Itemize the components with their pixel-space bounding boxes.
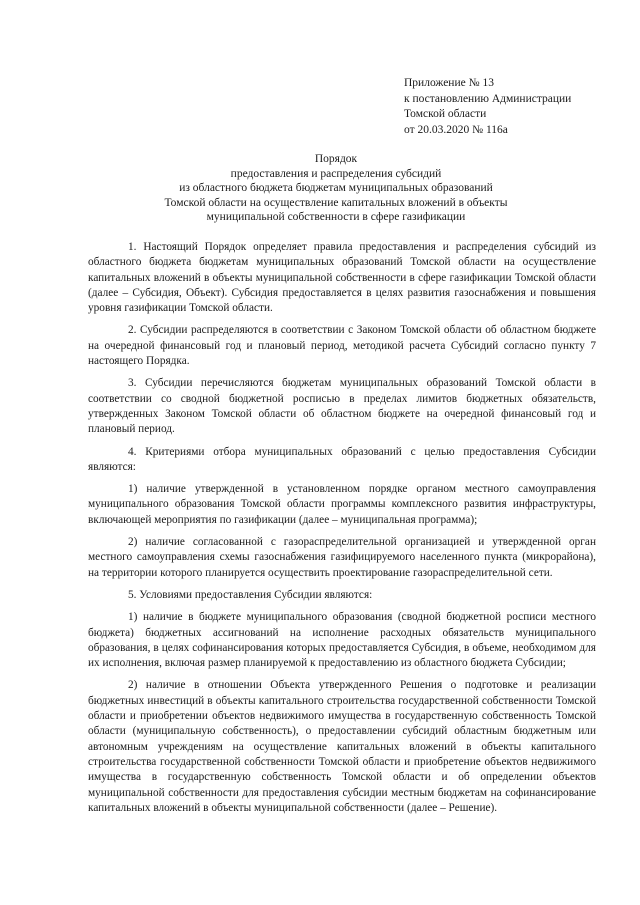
paragraph-3: 3. Субсидии перечисляются бюджетам муниципальных образований Томской области в соответствии со сводной бюджетной росписью в пределах лимитов бюджетных обязательств, утвержденных Законом Томской области об областном бюджете на очередной финансовый год и плановый период. [88,377,596,436]
appendix-date: от 20.03.2020 № 116а [404,123,508,136]
paragraph-4-item-1: 1) наличие утвержденной в установленном порядке органом местного самоуправления муниципального образования Томской области программы комплексного развития инфраструктуры, включающей мероприятия по газификации (далее – муниципальная программа); [88,483,596,526]
paragraph-5-item-1: 1) наличие в бюджете муниципального образования (сводной бюджетной росписи местного бюджета) бюджетных ассигнований на исполнение расходных обязательств муниципального образования, в целях софинансирования которых предоставляется Субсидия, в объеме, необходимом для их исполнения, включая размер планируемой к предоставлению из областного бюджета Субсидии; [88,611,596,670]
document-title [96,152,576,225]
appendix-header [404,76,614,138]
paragraph-1: 1. Настоящий Порядок определяет правила предоставления и распределения субсидий из областного бюджета бюджетам муниципальных образований Томской области на осуществление капитальных вложений в объекты муниципальной собственности в сфере газификации Томской области (далее – Субсидия, Объект). Субсидия предоставляется в целях развития газоснабжения и повышения уровня газификации Томской области. [88,241,596,315]
title-line-2: предоставления и распределения субсидий [230,167,442,180]
appendix-number: Приложение № 13 [404,77,494,89]
paragraph-2: 2. Субсидии распределяются в соответствии с Законом Томской области об областном бюджете на очередной финансовый год и плановый период, методикой расчета Субсидий согласно пункту 7 настоящего Порядка. [88,324,596,368]
document-body [88,240,596,816]
title-line-4: Томской области на осуществление капитальных вложений в объекты [164,196,508,209]
title-line-5: муниципальной собственности в сфере газификации [206,211,466,224]
appendix-region: Томской области [404,108,487,120]
paragraph-5: 5. Условиями предоставления Субсидии являются: [128,588,373,601]
title-line-3: из областного бюджета бюджетам муниципальных образований [179,182,493,195]
title-line-1: Порядок [314,153,358,165]
paragraph-4: 4. Критериями отбора муниципальных образований с целью предоставления Субсидии являются: [88,445,596,473]
appendix-reference: к постановлению Администрации [404,92,572,105]
paragraph-5-item-2: 2) наличие в отношении Объекта утвержденного Решения о подготовке и реализации бюджетных инвестиций в объекты капитального строительства государственной собственности Томской области и приобретении объектов недвижимого имущества в государственную собственность Томской области (муниципальную собственность), о предоставлении субсидий областным бюджетным или автономным учреждениям на осуществление капитальных вложений в объекты капитального строительства государственной собственности Томской области и приобретение объектов недвижимого имущества в государственную собственность Томской области и об определении объектов муниципальной собственности для предоставления субсидии местным бюджетам на софинансирование капитальных вложений в объекты муниципальной собственности (далее – Решение). [88,679,596,814]
paragraph-4-item-2: 2) наличие согласованной с газораспределительной организацией и утвержденной орган местного самоуправления схемы газоснабжения газифицируемого населенного пункта (микрорайона), на территории которого планируется осуществить проектирование газораспределительной сети. [88,536,596,579]
